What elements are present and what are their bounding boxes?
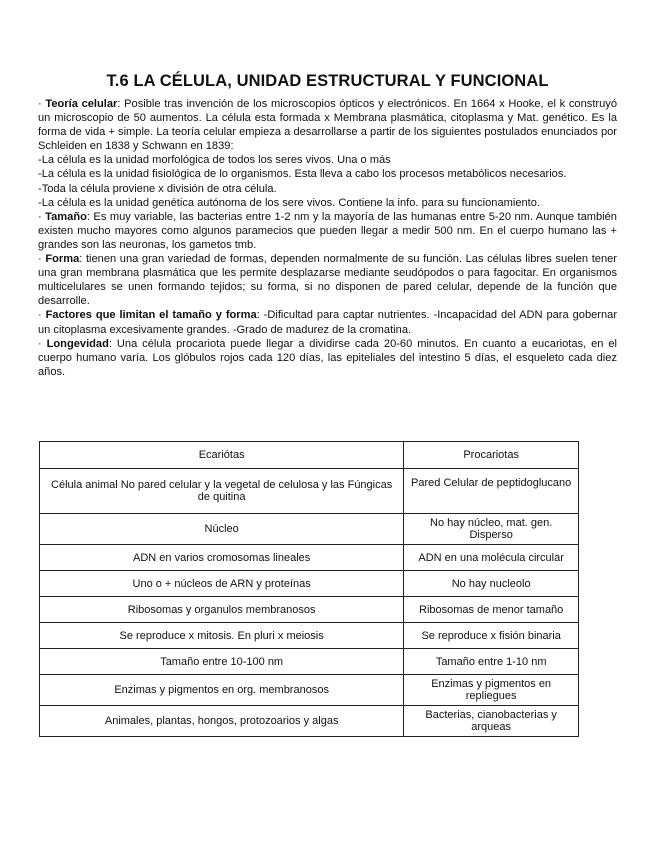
table-cell: ADN en varios cromosomas lineales [40,545,404,571]
header-procariotas: Procariotas [404,442,579,469]
paragraph-text: : -Dificultad para captar nutrientes. -Incapacidad del ADN para gobernar un citoplasma excesivamente grandes. -Grado de madurez de la cromatina. [38,309,618,336]
term-forma: Forma [45,253,80,266]
paragraph-teoria-celular [38,97,617,153]
table-row [40,545,579,571]
paragraph-text: : Es muy variable, las bacterias entre 1-2 nm y la mayoría de las humanas entre 5-20 nm. Aunque también existen mucho mayores como algunos paramecios que pueden llegar a medir 500 nm. En el cuerpo humano las + grandes son las neuronas, los gametos tmb. [38,210,617,251]
paragraph-factores [38,308,617,336]
table-row [40,706,579,737]
term-tamano: Tamaño [45,210,87,223]
bullet: · [38,309,46,322]
table-cell: Célula animal No pared celular y la vegetal de celulosa y las Fúngicas de quitina [40,469,404,514]
term-factores: Factores que limitan el tamaño y forma [45,309,257,322]
table-row [40,597,579,623]
table-cell: Tamaño entre 10-100 nm [40,649,404,675]
table-row [40,469,579,514]
table-cell: Núcleo [40,514,404,545]
bullet: · [38,253,46,266]
term-teoria-celular: Teoría celular [45,98,118,110]
bullet: · [38,337,47,350]
table-cell: Se reproduce x fisión binaria [404,623,579,649]
table-header-row [40,442,579,469]
table-cell: Enzimas y pigmentos en org. membranosos [40,675,404,706]
bullet: · [38,210,46,223]
table-cell: Ribosomas y organulos membranosos [40,597,404,623]
table-row [40,623,579,649]
table-cell: Pared Celular de peptidoglucano [404,469,579,514]
table-cell: Animales, plantas, hongos, protozoarios y algas [40,706,404,737]
paragraph-text: : Una célula procariota puede llegar a dividirse cada 20-60 minutos. En cuanto a eucariotas, en el cuerpo humano varía. Los glóbulos rojos cada 120 días, las epiteliales del intestino 5 días, el esqueleto cada diez años. [38,337,617,378]
table-cell: Enzimas y pigmentos en repliegues [404,675,579,706]
comparison-table [39,441,579,737]
table-cell: ADN en una molécula circular [404,545,579,571]
document-body [38,97,617,379]
table-cell: Uno o + núcleos de ARN y proteínas [40,571,404,597]
postulado-2: -La célula es la unidad fisiológica de lo organismos. Esta lleva a cabo los procesos metabólicos necesarios. [38,168,567,181]
paragraph-forma [38,252,617,308]
table-cell: Tamaño entre 1-10 nm [404,649,579,675]
bullet: · [38,98,46,110]
term-longevidad: Longevidad [46,337,109,350]
paragraph-tamano [38,210,617,252]
postulado-4: -La célula es la unidad genética autónoma de los sere vivos. Contiene la info. para su funcionamiento. [38,196,540,209]
page-title: T.6 LA CÉLULA, UNIDAD ESTRUCTURAL Y FUNCIONAL [106,72,549,90]
table-row [40,649,579,675]
header-eucariotas: Ecariótas [40,442,404,469]
table-cell: Bacterias, cianobacterias y arqueas [404,706,579,737]
paragraph-longevidad [38,337,617,379]
table-cell: Se reproduce x mitosis. En pluri x meiosis [40,623,404,649]
table-cell: No hay núcleo, mat. gen. Disperso [404,514,579,545]
paragraph-text: : tienen una gran variedad de formas, dependen normalmente de su función. Las células libres suelen tener una gran membrana plasmática que les permite desplazarse mediante seudópodos o para fagocitar. En organismos multicelulares se unen formando tejidos; su forma, si no disponen de pared celular, depende de la función que desarrolle. [38,253,618,308]
postulado-1: -La célula es la unidad morfológica de todos los seres vivos. Una o más [38,154,391,167]
paragraph-text: : Posible tras invención de los microscopios ópticos y electrónicos. En 1664 x Hooke, el k construyó un microscopio de 50 aumentos. La célula esta formada x Membrana plasmática, citoplasma y Mat. genético. Es la forma de vida + simple. La teoría celular empieza a desarrollarse a partir de los siguientes postulados enunciados por Schleiden en 1838 y Schwann en 1839: [38,98,617,153]
table-cell: Ribosomas de menor tamaño [404,597,579,623]
table-row [40,514,579,545]
postulado-3: -Toda la célula proviene x división de otra célula. [38,182,277,195]
table-row [40,571,579,597]
table-cell: No hay nucleolo [404,571,579,597]
document-page [38,72,617,379]
table-row [40,675,579,706]
